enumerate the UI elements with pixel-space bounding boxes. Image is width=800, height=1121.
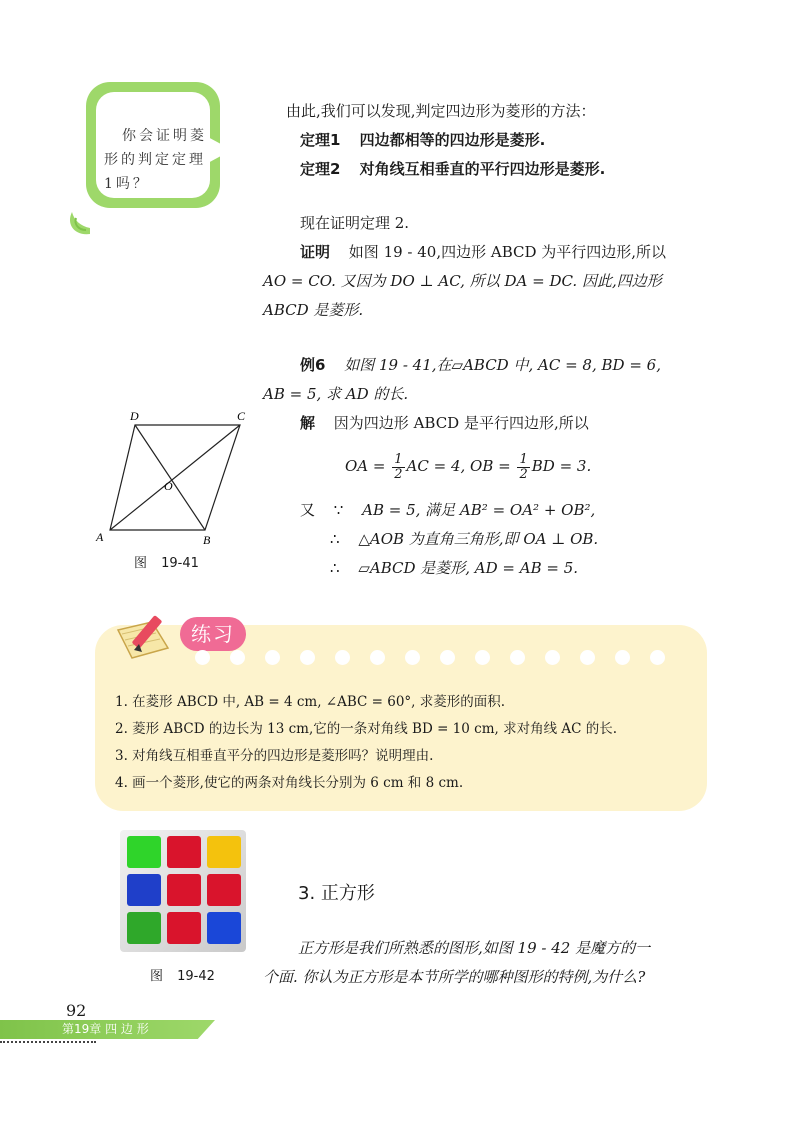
example-6-label: 例6 [300, 356, 326, 374]
fraction-half [392, 453, 404, 482]
therefore-text-2: ▱ABCD 是菱形, AD = AB = 5. [358, 559, 579, 577]
cube-cell [167, 836, 201, 868]
proof-text: 如图 19 - 40,四边形 ABCD 为平行四边形,所以 [348, 243, 667, 261]
diagonal-bd [135, 425, 205, 530]
point-label-b: B [203, 533, 211, 545]
decor-dot [370, 650, 385, 665]
therefore-text-1: △AOB 为直角三角形,即 OA ⊥ OB. [358, 530, 599, 548]
page-number: 92 [66, 1001, 87, 1020]
cube-cell [207, 836, 241, 868]
solution-because-line [300, 499, 595, 521]
theorem-1-label: 定理1 [300, 131, 341, 149]
solution-line-1 [300, 412, 589, 434]
decor-dot [580, 650, 595, 665]
prove-intro: 现在证明定理 2. [300, 214, 410, 232]
example-6-line-2: AB = 5, 求 AD 的长. [263, 385, 409, 403]
speech-bubble-text [104, 124, 210, 196]
solution-label: 解 [300, 414, 316, 432]
cube-cell [127, 912, 161, 944]
intro-text: 由此,我们可以发现,判定四边形为菱形的方法： [286, 102, 596, 120]
decor-dot [265, 650, 280, 665]
fraction-denominator: 2 [394, 466, 403, 482]
square-text-line-1: 正方形是我们所熟悉的图形,如图 19 - 42 是魔方的一 [298, 939, 651, 957]
theorem-2-text: 对角线互相垂直的平行四边形是菱形. [359, 160, 606, 178]
decor-dot [335, 650, 350, 665]
practice-item-3: 3. 对角线互相垂直平分的四边形是菱形吗？说明理由. [115, 748, 434, 764]
point-label-d: D [130, 409, 139, 423]
decor-dot [405, 650, 420, 665]
eq-oa: OA = [345, 457, 386, 475]
solution-text: 因为四边形 ABCD 是平行四边形,所以 [333, 414, 589, 432]
decor-dot [650, 650, 665, 665]
square-text-line-2: 个面. 你认为正方形是本节所学的哪种图形的特例,为什么? [263, 968, 646, 986]
diagonal-ac [110, 425, 240, 530]
proof-label: 证明 [300, 243, 331, 261]
theorem-1 [300, 129, 545, 151]
decor-dot [440, 650, 455, 665]
rhombus-figure [90, 405, 260, 545]
theorem-2-label: 定理2 [300, 160, 341, 178]
theorem-1-text: 四边都相等的四边形是菱形. [359, 131, 546, 149]
solution-therefore-line-1 [330, 528, 598, 550]
practice-title: 练习 [191, 622, 235, 646]
fraction-numerator: 1 [519, 451, 528, 467]
chapter-label: 第19章 四 边 形 [62, 1022, 149, 1036]
fraction-denominator: 2 [519, 466, 528, 482]
example-6-text: 如图 19 - 41,在▱ABCD 中, AC = 8, BD = 6, [344, 356, 661, 374]
decor-dot [475, 650, 490, 665]
point-label-c: C [237, 409, 246, 423]
proof-line-2: AO = CO. 又因为 DO ⊥ AC, 所以 DA = DC. 因此,四边形 [263, 272, 662, 290]
you-word: 又 [300, 501, 316, 519]
point-label-a: A [96, 530, 104, 544]
because-text: AB = 5, 满足 AB² = OA² + OB², [362, 501, 596, 519]
cube-cell [167, 874, 201, 906]
pencil-notepad-icon [112, 608, 180, 662]
footer-dotted-line [0, 1041, 96, 1043]
cube-cell [207, 874, 241, 906]
eq-bd: BD = 3. [531, 457, 592, 475]
bubble-line: 你会证明菱 [122, 128, 207, 144]
figure-caption-19-42: 图 19-42 [150, 969, 215, 984]
point-label-o: O [164, 479, 173, 493]
decor-dot [615, 650, 630, 665]
solution-therefore-line-2 [330, 557, 578, 579]
decor-dot [510, 650, 525, 665]
proof-line-3: ABCD 是菱形. [263, 301, 364, 319]
therefore-symbol: ∴ [330, 559, 340, 577]
proof-line-1 [300, 241, 666, 263]
swirl-icon [60, 200, 100, 240]
fraction-half [517, 453, 529, 482]
decor-dot [545, 650, 560, 665]
practice-item-2: 2. 菱形 ABCD 的边长为 13 cm,它的一条对角线 BD = 10 cm, 求对角线 AC 的长. [115, 721, 618, 737]
solution-equation [345, 446, 591, 486]
bubble-line: 形的判定定理 [104, 152, 206, 168]
cube-cell [167, 912, 201, 944]
eq-ac: AC = 4, OB = [406, 457, 511, 475]
practice-item-4: 4. 画一个菱形,使它的两条对角线长分别为 6 cm 和 8 cm. [115, 775, 464, 791]
decor-dot [300, 650, 315, 665]
figure-caption-19-41: 图 19-41 [134, 556, 199, 571]
decor-dot [230, 650, 245, 665]
fraction-numerator: 1 [394, 451, 403, 467]
bubble-line: 1吗？ [104, 176, 150, 192]
cube-cell [207, 912, 241, 944]
example-6-line-1 [300, 354, 661, 376]
decor-dot [195, 650, 210, 665]
practice-item-1: 1. 在菱形 ABCD 中, AB = 4 cm, ∠ABC = 60°, 求菱形的面积. [115, 694, 506, 710]
section-3-title: 3. 正方形 [298, 883, 375, 904]
cube-cell [127, 874, 161, 906]
therefore-symbol: ∴ [330, 530, 340, 548]
because-symbol: ∵ [333, 501, 344, 519]
theorem-2 [300, 158, 605, 180]
cube-cell [127, 836, 161, 868]
